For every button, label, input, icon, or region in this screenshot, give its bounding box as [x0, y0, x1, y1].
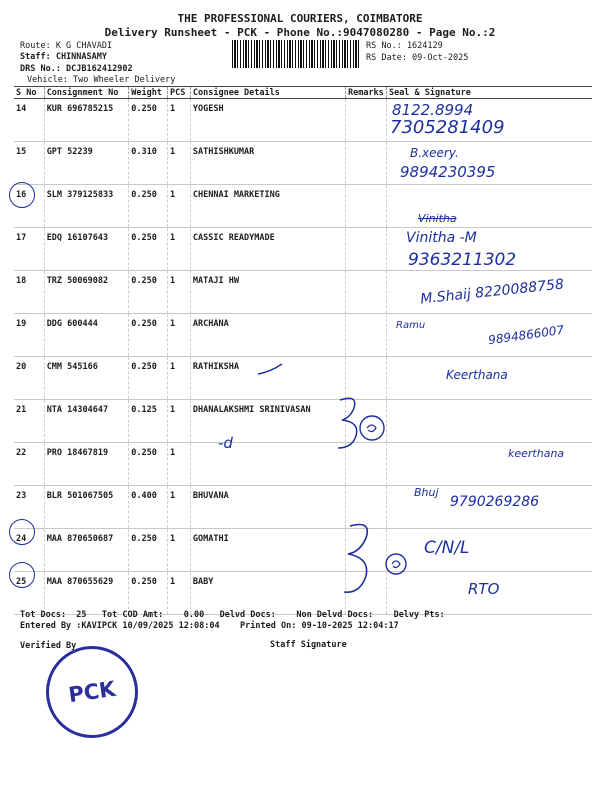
cell-consignment: EDQ 16107643: [44, 228, 129, 271]
table-header-row: [14, 87, 592, 99]
cell-pcs: 1: [168, 314, 191, 357]
cell-consignment: MAA 870655629: [44, 572, 129, 615]
cell-consignment: TRZ 50069082: [44, 271, 129, 314]
cell-pcs: 1: [168, 486, 191, 529]
cell-weight: 0.310: [129, 142, 168, 185]
cell-weight: 0.250: [129, 185, 168, 228]
handwriting-r23-a: Bhuj: [414, 486, 439, 499]
cell-consignee: BHUVANA: [190, 486, 345, 529]
cell-pcs: 1: [168, 271, 191, 314]
rs-date-label: RS Date: 09-Oct-2025: [366, 53, 469, 63]
cell-remarks: [345, 314, 386, 357]
cell-weight: 0.250: [129, 572, 168, 615]
table-row: [14, 99, 592, 142]
handwriting-r14-b: 7305281409: [390, 117, 505, 138]
cell-consignee: CASSIC READYMADE: [190, 228, 345, 271]
col-sno: S No: [14, 87, 44, 99]
cell-pcs: 1: [168, 529, 191, 572]
cell-sno: 21: [14, 400, 44, 443]
route-label: Route: K G CHAVADI: [20, 41, 113, 51]
cell-pcs: 1: [168, 185, 191, 228]
cell-consignment: SLM 379125833: [44, 185, 129, 228]
handwriting-r15-a: B.xeery.: [410, 146, 459, 160]
cell-consignment: BLR 501067505: [44, 486, 129, 529]
cell-sno: 25: [14, 572, 44, 615]
cell-pcs: 1: [168, 572, 191, 615]
cell-consignee: ARCHANA: [190, 314, 345, 357]
cell-remarks: [345, 99, 386, 142]
cell-consignee: RATHIKSHA: [190, 357, 345, 400]
cell-consignee: [190, 443, 345, 486]
handwriting-r15-b: 9894230395: [400, 163, 496, 181]
staff-label: Staff: CHINNASAMY: [20, 52, 107, 62]
cell-pcs: 1: [168, 142, 191, 185]
table-row: [14, 572, 592, 615]
verified-by-label: Verified By: [20, 641, 77, 651]
cell-sno: 17: [14, 228, 44, 271]
handwriting-r17-c: 9363211302: [408, 250, 517, 270]
cell-pcs: 1: [168, 443, 191, 486]
handwritten-circle-25: [9, 562, 35, 588]
cell-consignee: YOGESH: [190, 99, 345, 142]
cell-weight: 0.400: [129, 486, 168, 529]
handwritten-signature-r21: [334, 392, 394, 456]
table-row: [14, 400, 592, 443]
pck-stamp: PCK: [40, 640, 144, 744]
company-title: THE PROFESSIONAL COURIERS, COIMBATORE: [177, 12, 423, 25]
handwriting-r20: Keerthana: [446, 368, 508, 382]
cell-weight: 0.250: [129, 228, 168, 271]
handwriting-r25: RTO: [468, 580, 500, 598]
cell-pcs: 1: [168, 99, 191, 142]
table-row: [14, 185, 592, 228]
handwritten-signature-r24: [340, 518, 420, 604]
cell-weight: 0.250: [129, 271, 168, 314]
handwriting-r17-a: Vinitha: [418, 212, 457, 225]
cell-remarks: [345, 228, 386, 271]
cell-sno: 14: [14, 99, 44, 142]
barcode: [232, 40, 360, 68]
staff-signature-label: Staff Signature: [270, 640, 347, 650]
col-remarks: Remarks: [345, 87, 386, 99]
cell-consignee: CHENNAI MARKETING: [190, 185, 345, 228]
handwriting-r18: M.Shaij 8220088758: [419, 276, 565, 308]
handwriting-r22-b: keerthana: [508, 447, 565, 460]
entered-line: Entered By :KAVIPCK 10/09/2025 12:08:04 Printed On: 09-10-2025 12:04:17: [20, 621, 399, 631]
cell-weight: 0.250: [129, 357, 168, 400]
cell-pcs: 1: [168, 400, 191, 443]
cell-sno: 19: [14, 314, 44, 357]
cell-consignment: MAA 870650687: [44, 529, 129, 572]
cell-weight: 0.250: [129, 314, 168, 357]
table-row: [14, 529, 592, 572]
cell-consignee: BABY: [190, 572, 345, 615]
cell-consignment: PRO 18467819: [44, 443, 129, 486]
cell-weight: 0.250: [129, 99, 168, 142]
cell-pcs: 1: [168, 357, 191, 400]
col-seal: Seal & Signature: [386, 87, 592, 99]
handwriting-r24: C/N/L: [424, 538, 470, 558]
cell-consignment: GPT 52239: [44, 142, 129, 185]
handwriting-r23-b: 9790269286: [450, 494, 540, 510]
drs-label: DRS No.: DCJB162412902: [20, 64, 133, 74]
cell-consignment: DDG 600444: [44, 314, 129, 357]
cell-sno: 24: [14, 529, 44, 572]
col-pcs: PCS: [168, 87, 191, 99]
handwriting-r14-a: 8122.8994: [392, 101, 474, 119]
cell-consignee: MATAJI HW: [190, 271, 345, 314]
cell-consignment: NTA 14304647: [44, 400, 129, 443]
cell-weight: 0.250: [129, 443, 168, 486]
cell-remarks: [345, 271, 386, 314]
totals-line: Tot Docs: 25 Tot COD Amt: 0.00 Delvd Docs: Non Delvd Docs: Delvy Pts:: [20, 610, 445, 620]
handwritten-tick: [256, 360, 286, 380]
table-row: [14, 443, 592, 486]
cell-weight: 0.125: [129, 400, 168, 443]
cell-consignee: DHANALAKSHMI SRINIVASAN: [190, 400, 345, 443]
handwriting-r22-a: -d: [218, 434, 233, 452]
handwritten-circle-24: [9, 519, 35, 545]
cell-sno: 15: [14, 142, 44, 185]
cell-sno: 16: [14, 185, 44, 228]
handwriting-r19-b: 9894866007: [487, 322, 565, 348]
cell-consignment: KUR 696785215: [44, 99, 129, 142]
cell-consignee: SATHISHKUMAR: [190, 142, 345, 185]
cell-weight: 0.250: [129, 529, 168, 572]
cell-seal: [386, 400, 592, 443]
col-consignment: Consignment No: [44, 87, 129, 99]
col-weight: Weight: [129, 87, 168, 99]
cell-sno: 22: [14, 443, 44, 486]
runsheet-table: [14, 86, 592, 615]
cell-sno: 20: [14, 357, 44, 400]
cell-consignment: CMM 545166: [44, 357, 129, 400]
cell-consignee: GOMATHI: [190, 529, 345, 572]
handwriting-r19-a: Ramu: [396, 320, 426, 331]
vehicle-label: Vehicle: Two Wheeler Delivery: [27, 75, 176, 85]
table-row: [14, 142, 592, 185]
handwritten-circle-16: [9, 182, 35, 208]
cell-remarks: [345, 142, 386, 185]
cell-pcs: 1: [168, 228, 191, 271]
cell-remarks: [345, 185, 386, 228]
runsheet-subtitle: Delivery Runsheet - PCK - Phone No.:9047080280 - Page No.:2: [104, 26, 496, 39]
cell-sno: 23: [14, 486, 44, 529]
rs-no-label: RS No.: 1624129: [366, 41, 443, 51]
handwriting-r17-b: Vinitha -M: [406, 230, 477, 246]
cell-sno: 18: [14, 271, 44, 314]
col-consignee: Consignee Details: [190, 87, 345, 99]
